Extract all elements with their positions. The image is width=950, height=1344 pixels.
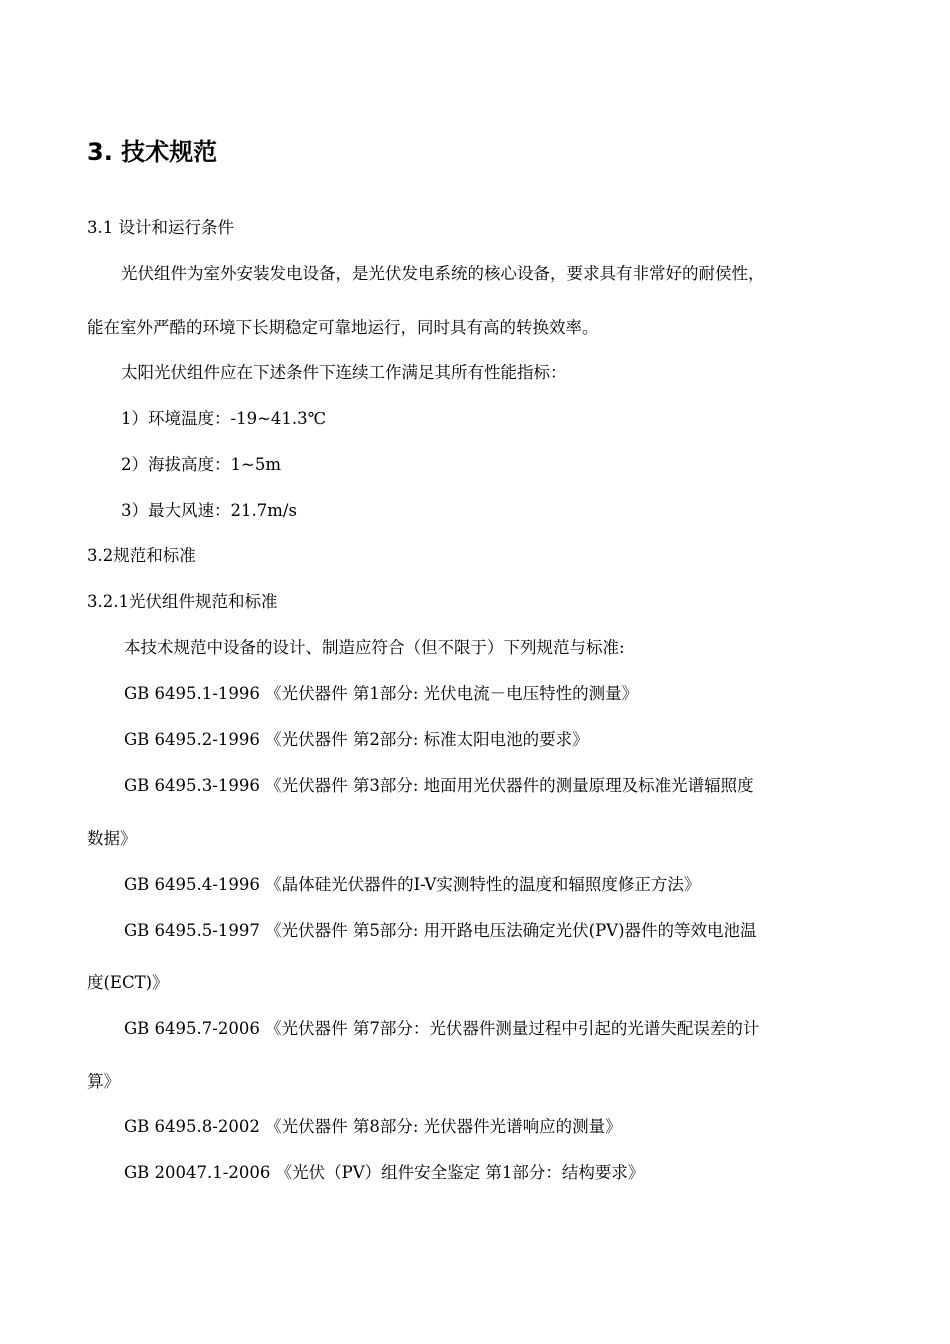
standard-item-continuation: 数据》 [87, 829, 137, 848]
subsection-title-3-1: 3.1 设计和运行条件 [87, 218, 234, 237]
condition-item-altitude: 2）海拔高度：1~5m [121, 455, 281, 474]
standard-item-continuation: 算》 [87, 1072, 120, 1091]
standard-item-continuation: 度(ECT)》 [87, 973, 169, 992]
standard-item: GB 6495.8-2002 《光伏器件 第8部分: 光伏器件光谱响应的测量》 [124, 1117, 622, 1136]
paragraph-line: 光伏组件为室外安装发电设备，是光伏发电系统的核心设备，要求具有非常好的耐侯性， [121, 264, 765, 283]
standard-item: GB 20047.1-2006 《光伏（PV）组件安全鉴定 第1部分：结构要求》 [124, 1163, 645, 1182]
standard-item: GB 6495.1-1996 《光伏器件 第1部分: 光伏电流－电压特性的测量》 [124, 684, 639, 703]
section-heading: 3. 技术规范 [87, 138, 218, 166]
standard-item: GB 6495.7-2006 《光伏器件 第7部分：光伏器件测量过程中引起的光谱失配误差的计 [124, 1019, 760, 1038]
paragraph-line: 太阳光伏组件应在下述条件下连续工作满足其所有性能指标： [121, 363, 567, 382]
standard-item: GB 6495.2-1996 《光伏器件 第2部分: 标准太阳电池的要求》 [124, 730, 589, 749]
subsection-title-3-2: 3.2规范和标准 [87, 546, 196, 565]
standard-item: GB 6495.3-1996 《光伏器件 第3部分: 地面用光伏器件的测量原理及标准光谱辐照度 [124, 776, 754, 795]
paragraph-line: 本技术规范中设备的设计、制造应符合（但不限于）下列规范与标准: [124, 638, 625, 657]
subsection-title-3-2-1: 3.2.1光伏组件规范和标准 [87, 592, 278, 611]
standard-item: GB 6495.5-1997 《光伏器件 第5部分: 用开路电压法确定光伏(PV)器件的等效电池温 [124, 921, 757, 940]
standard-item: GB 6495.4-1996 《晶体硅光伏器件的I-V实测特性的温度和辐照度修正方法》 [124, 875, 701, 894]
paragraph-line: 能在室外严酷的环境下长期稳定可靠地运行，同时具有高的转换效率。 [87, 318, 599, 337]
condition-item-temperature: 1）环境温度：-19~41.3℃ [121, 409, 327, 428]
condition-item-wind: 3）最大风速：21.7m/s [121, 501, 297, 520]
